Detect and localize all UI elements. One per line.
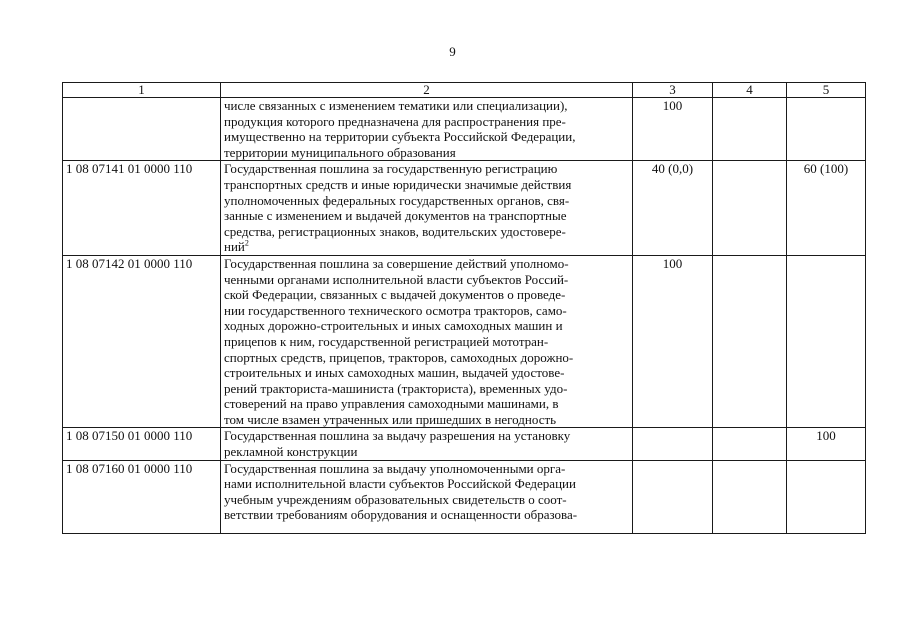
share-column-5 xyxy=(787,255,866,428)
budget-classification-code: 1 08 07150 01 0000 110 xyxy=(63,428,221,460)
footnote-marker: 2 xyxy=(244,239,249,249)
revenue-name-line: имущественно на территории субъекта Российской Федерации, xyxy=(224,129,576,145)
share-column-3 xyxy=(633,460,713,533)
column-header-5: 5 xyxy=(787,83,866,98)
share-column-4 xyxy=(713,255,787,428)
revenue-name-line: Государственная пошлина за выдачу уполномоченными орга- xyxy=(224,460,566,476)
revenue-name-line: средства, регистрационных знаков, водительских удостовере- xyxy=(224,223,566,239)
revenue-name xyxy=(221,428,633,460)
share-column-4 xyxy=(713,98,787,161)
revenue-name-line: занные с изменением и выдачей документов на транспортные xyxy=(224,208,567,224)
revenue-name-line: стоверений на право управления самоходными машинами, в xyxy=(224,396,559,412)
column-header-4: 4 xyxy=(713,83,787,98)
revenue-name-line-text: ний xyxy=(224,239,245,255)
page-number: 9 xyxy=(449,44,456,59)
revenue-name-line: транспортных средств и иные юридически значимые действия xyxy=(224,176,572,192)
revenue-name-line: нии государственного технического осмотра тракторов, само- xyxy=(224,302,567,318)
column-header-1: 1 xyxy=(63,83,221,98)
table-body xyxy=(63,98,866,534)
table-row xyxy=(63,460,866,533)
share-column-3: 100 xyxy=(633,255,713,428)
column-number-row xyxy=(63,83,866,98)
revenue-name-line: рекламной конструкции xyxy=(224,444,358,460)
revenue-name-line: ветствии требованиям оборудования и оснащенности образова- xyxy=(224,507,578,523)
revenue-name xyxy=(221,255,633,428)
revenue-name xyxy=(221,98,633,161)
revenue-name-line: Государственная пошлина за государственную регистрацию xyxy=(224,161,558,177)
share-column-5: 60 (100) xyxy=(787,161,866,256)
share-column-5 xyxy=(787,460,866,533)
share-column-4 xyxy=(713,428,787,460)
revenue-name-line: рений тракториста-машиниста (тракториста), временных удо- xyxy=(224,380,568,396)
revenue-name-line: прицепов к ним, государственной регистрацией мототран- xyxy=(224,333,549,349)
share-column-3 xyxy=(633,428,713,460)
budget-classification-code: 1 08 07142 01 0000 110 xyxy=(63,255,221,428)
revenue-name-line: спортных средств, прицепов, тракторов, самоходных дорожно- xyxy=(224,349,574,365)
revenue-distribution-table xyxy=(62,82,866,534)
revenue-name xyxy=(221,161,633,256)
share-column-4 xyxy=(713,460,787,533)
revenue-name-line: продукция которого предназначена для распространения пре- xyxy=(224,113,566,129)
revenue-name-line: том числе взамен утраченных или пришедших в негодность xyxy=(224,411,557,427)
table-row xyxy=(63,428,866,460)
revenue-name-line: учебным учреждениям образовательных свидетельств о соот- xyxy=(224,491,567,507)
revenue-name-line: ходных дорожно-строительных и иных самоходных машин и xyxy=(224,318,563,334)
revenue-name-line: ской Федерации, связанных с выдачей документов о проведе- xyxy=(224,287,566,303)
share-column-3: 100 xyxy=(633,98,713,161)
revenue-name-line: уполномоченных федеральных государственных органов, свя- xyxy=(224,192,570,208)
column-header-2: 2 xyxy=(221,83,633,98)
revenue-name-line: строительных и иных самоходных машин, выдачей удостове- xyxy=(224,365,565,381)
share-column-4 xyxy=(713,161,787,256)
table-row xyxy=(63,98,866,161)
column-header-3: 3 xyxy=(633,83,713,98)
revenue-name-line: числе связанных с изменением тематики или специализации), xyxy=(224,98,568,113)
budget-classification-code: 1 08 07160 01 0000 110 xyxy=(63,460,221,533)
share-column-5: 100 xyxy=(787,428,866,460)
share-column-3: 40 (0,0) xyxy=(633,161,713,256)
table-row xyxy=(63,255,866,428)
table-row xyxy=(63,161,866,256)
revenue-name xyxy=(221,460,633,533)
revenue-name-line: ченными органами исполнительной власти субъектов Россий- xyxy=(224,271,569,287)
budget-classification-code xyxy=(63,98,221,161)
revenue-name-line: Государственная пошлина за выдачу разрешения на установку xyxy=(224,428,571,444)
revenue-name-line: территории муниципального образования xyxy=(224,144,456,160)
share-column-5 xyxy=(787,98,866,161)
budget-classification-code: 1 08 07141 01 0000 110 xyxy=(63,161,221,256)
revenue-name-line: Государственная пошлина за совершение действий уполномо- xyxy=(224,255,569,271)
revenue-name-line xyxy=(224,239,629,255)
revenue-name-line: нами исполнительной власти субъектов Российской Федерации xyxy=(224,476,576,492)
